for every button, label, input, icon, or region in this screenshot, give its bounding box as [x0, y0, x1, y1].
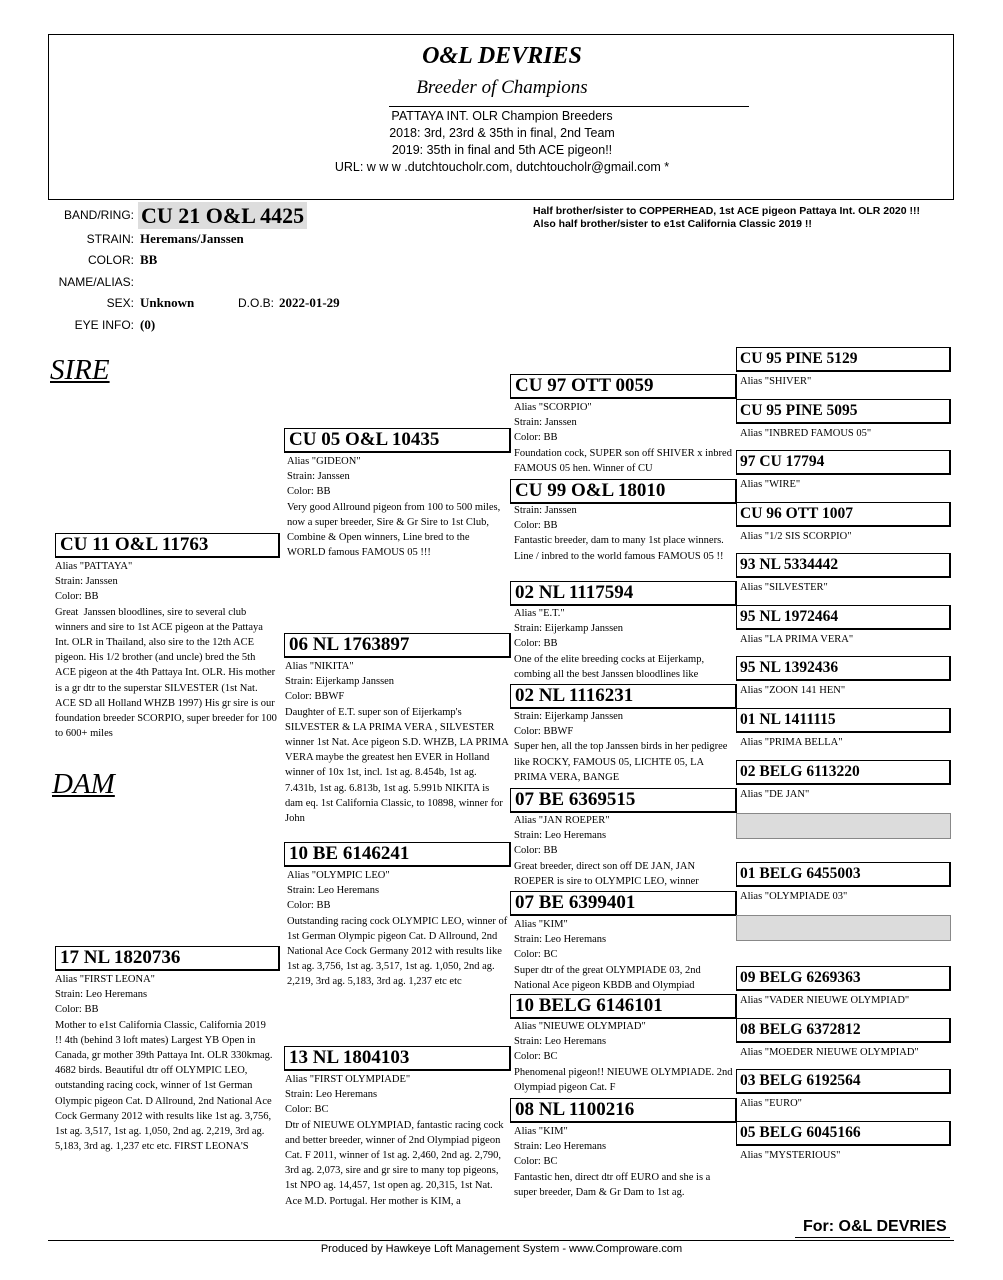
strain-label: STRAIN: — [86, 232, 134, 246]
header-line: 2019: 35th in final and 5th ACE pigeon!! — [391, 143, 613, 157]
gen3-band: 07 BE 6369515 — [515, 789, 636, 810]
gen3-info: Alias "SCORPIO" Strain: Janssen Color: BB Foundation cock, SUPER son off SHIVER x inbred FAMOUS 05 hen. Winner of CU — [514, 402, 732, 474]
gen4-band: 93 NL 5334442 — [740, 556, 839, 573]
gen4-band: 01 BELG 6455003 — [740, 865, 861, 882]
band-label: BAND/RING: — [63, 208, 134, 222]
name-label: NAME/ALIAS: — [58, 275, 134, 289]
gen4-band: CU 95 PINE 5095 — [740, 402, 858, 419]
dob-label: D.O.B: — [237, 296, 274, 310]
subject-color: BB — [140, 252, 158, 267]
gen3-band: 07 BE 6399401 — [515, 892, 636, 913]
produced-by: Produced by Hawkeye Loft Management System - www.Comproware.com — [320, 1243, 683, 1255]
gen2-band: 06 NL 1763897 — [289, 634, 410, 655]
for-owner: For: O&L DEVRIES — [803, 1218, 947, 1235]
gen4-alias: Alias "INBRED FAMOUS 05" — [740, 428, 872, 439]
gen4-alias: Alias "ZOON 141 HEN" — [740, 685, 846, 696]
gen4-alias: Alias "VADER NIEUWE OLYMPIAD" — [740, 995, 910, 1006]
gen2-band: CU 05 O&L 10435 — [289, 429, 440, 450]
gen4-band: 95 NL 1392436 — [740, 659, 839, 676]
gen4-alias: Alias "LA PRIMA VERA" — [740, 634, 854, 645]
breeder-tagline: Breeder of Champions — [416, 77, 588, 98]
gen4-alias: Alias "WIRE" — [740, 479, 801, 490]
gen3-info: Strain: Eijerkamp Janssen Color: BBWF Super hen, all the top Janssen birds in her pedigree like ROCKY, FAMOUS 05, LICHTE 05, LA PRIMA VERA, BANGE — [514, 711, 728, 783]
gen4-alias: Alias "SILVESTER" — [740, 582, 828, 593]
dam-band: 17 NL 1820736 — [60, 947, 181, 968]
gen4-band: 02 BELG 6113220 — [740, 763, 860, 780]
gen3-band: CU 97 OTT 0059 — [515, 375, 654, 396]
gen2-band: 10 BE 6146241 — [289, 843, 410, 864]
eye-label: EYE INFO: — [74, 318, 134, 332]
sire-band: CU 11 O&L 11763 — [60, 534, 209, 555]
gen4-band: 05 BELG 6045166 — [740, 1124, 861, 1141]
gen2-info: Alias "OLYMPIC LEO" Strain: Leo Heremans Color: BB Outstanding racing cock OLYMPIC LEO, winner of 1st German Olympic pigeon Cat. D Allround, 2nd National Ace Cock Germany 2012 with results like 1st ag. 3,756, 1st ag. 3,517, 1st ag. 1,050, 2nd ag. 2,219, 3rd ag. 5,183, 3rd ag. 1,237 etc etc — [287, 870, 508, 988]
sex-label: SEX: — [106, 296, 134, 310]
gen4-band: 09 BELG 6269363 — [740, 969, 861, 986]
gen4-band: 01 NL 1411115 — [740, 711, 836, 728]
gen3-info: Strain: Janssen Color: BB Fantastic breeder, dam to many 1st place winners. Line / inbred to the world famous FAMOUS 05 !! — [514, 505, 724, 562]
gen4-empty-box — [736, 915, 951, 941]
subject-eye: (0) — [140, 317, 156, 332]
for-divider — [795, 1237, 950, 1238]
gen3-info: Alias "E.T." Strain: Eijerkamp Janssen Color: BB One of the elite breeding cocks at Eijerkamp, combing all the best Janssen bloodlines like — [514, 608, 705, 680]
gen4-band: 08 BELG 6372812 — [740, 1021, 861, 1038]
gen2-info: Alias "NIKITA" Strain: Eijerkamp Janssen Color: BBWF Daughter of E.T. super son of Eijerkamp's SILVESTER & LA PRIMA VERA , SILVESTER winner 1st Nat. Ace pigeon S.D. WHZB, LA PRIMA VERA maybe the greatest hen EVER in Holland winner of 10x 1st, incl. 1st ag. 8.454b, 1st ag. 7.431b, 1st ag. 6.813b, 1st ag. 5.991b NIKITA is dam eq. 1st California Classic, to 10898, winner for John — [285, 661, 509, 825]
breeder-name: O&L DEVRIES — [422, 43, 582, 69]
subject-note: Half brother/sister to COPPERHEAD, 1st ACE pigeon Pattaya Int. OLR 2020 !!! Also half brother/sister to e1st California Classic 2019 !! — [533, 205, 921, 230]
gen4-alias: Alias "DE JAN" — [740, 789, 810, 800]
gen3-band: 10 BELG 6146101 — [515, 995, 663, 1016]
sire-heading: SIRE — [50, 354, 110, 386]
subject-dob: 2022-01-29 — [279, 295, 340, 310]
subject-band: CU 21 O&L 4425 — [138, 202, 307, 229]
dam-info: Alias "FIRST LEONA" Strain: Leo Heremans Color: BB Mother to e1st California Classic, California 2019 !! 4th (behind 3 loft mates) Largest YB Open in Canada, gr mother 39th Pattaya Int. OLR 330kmag. 4682 birds. Beautiful dtr off OLYMPIC LEO, outstanding racing cock, winner of 1st German Olympic pigeon Cat. D Allround, 2nd National Ace Cock Germany 2012 with results like 1st ag. 3,756, 1st ag. 3,517, 1st ag. 1,050, 2nd ag. 2,219, 3rd ag. 5,183, 3rd ag. 1,237 etc etc. FIRST LEONA'S — [55, 974, 273, 1153]
gen4-band: 95 NL 1972464 — [740, 608, 839, 625]
gen4-alias: Alias "MYSTERIOUS" — [740, 1150, 841, 1161]
gen3-info: Alias "KIM" Strain: Leo Heremans Color: BC Fantastic hen, direct dtr off EURO and she is a super breeder, Dam & Gr Dam to 1st ag. — [514, 1126, 711, 1198]
gen4-alias: Alias "SHIVER" — [740, 376, 812, 387]
gen3-band: 02 NL 1117594 — [515, 582, 634, 603]
gen4-band: CU 95 PINE 5129 — [740, 350, 858, 367]
footer-divider — [48, 1240, 954, 1241]
gen4-empty-box — [736, 813, 951, 839]
gen4-alias: Alias "MOEDER NIEUWE OLYMPIAD" — [740, 1047, 919, 1058]
gen3-band: 08 NL 1100216 — [515, 1099, 635, 1120]
header-box — [48, 34, 954, 200]
gen4-band: CU 96 OTT 1007 — [740, 505, 853, 522]
header-line: PATTAYA INT. OLR Champion Breeders — [391, 109, 613, 123]
dam-heading: DAM — [52, 768, 115, 800]
gen4-alias: Alias "1/2 SIS SCORPIO" — [740, 531, 852, 542]
subject-strain: Heremans/Janssen — [140, 231, 244, 246]
gen2-info: Alias "GIDEON" Strain: Janssen Color: BB Very good Allround pigeon from 100 to 500 miles, now a super breeder, Sire & Gr Sire to 1st Club, Combine & Open winners, Line bred to the WORLD famous FAMOUS 05 !!! — [287, 456, 501, 559]
gen2-band: 13 NL 1804103 — [289, 1047, 410, 1068]
gen3-band: CU 99 O&L 18010 — [515, 480, 666, 501]
subject-sex: Unknown — [140, 295, 195, 310]
gen4-band: 97 CU 17794 — [740, 453, 825, 470]
color-label: COLOR: — [87, 253, 134, 267]
gen4-alias: Alias "PRIMA BELLA" — [740, 737, 843, 748]
header-line: 2018: 3rd, 23rd & 35th in final, 2nd Team — [389, 126, 615, 140]
gen3-info: Alias "KIM" Strain: Leo Heremans Color: BC Super dtr of the great OLYMPIADE 03, 2nd National Ace pigeon KBDB and Olympiad — [514, 919, 701, 991]
header-divider — [389, 106, 749, 107]
gen3-info: Alias "NIEUWE OLYMPIAD" Strain: Leo Heremans Color: BC Phenomenal pigeon!! NIEUWE OLYMPIADE. 2nd Olympiad pigeon Cat. F — [514, 1021, 733, 1093]
gen4-alias: Alias "EURO" — [740, 1098, 802, 1109]
gen4-band: 03 BELG 6192564 — [740, 1072, 861, 1089]
sire-info: Alias "PATTAYA" Strain: Janssen Color: BB Great Janssen bloodlines, sire to several club winners and sire to 1st ACE pigeon at the Pattaya Int. OLR in Thailand, also sire to the 12th ACE pigeon. His 1/2 brother (and uncle) bred the 5th ACE pigeon at the 4th Pattaya Int. OLR. His mother is a gr dtr to the superstar SILVESTER (1st Nat. ACE SD all Holland WHZB 1997) His gr sire is our foundation breeder SCORPIO, super breeder for 100 to 600+ miles — [55, 561, 277, 740]
header-url-line: URL: w w w .dutchtoucholr.com, dutchtoucholr@gmail.com * — [334, 160, 670, 174]
gen2-info: Alias "FIRST OLYMPIADE" Strain: Leo Heremans Color: BC Dtr of NIEUWE OLYMPIAD, fantastic racing cock and better breeder, winner of 2nd Olympiad pigeon Cat. F 2011, winner of 1st ag. 2,460, 2nd ag. 2,790, 3rd ag. 2,073, sire and gr sire to many top pigeons, 1st NPO ag. 14,457, 1st open ag. 20,315, 1st Nat. Ace M.D. Portugal. Her mother is KIM, a — [285, 1074, 504, 1207]
gen3-info: Alias "JAN ROEPER" Strain: Leo Heremans Color: BB Great breeder, direct son off DE JAN, JAN ROEPER is sire to OLYMPIC LEO, winner — [514, 815, 699, 887]
gen4-alias: Alias "OLYMPIADE 03" — [740, 891, 848, 902]
gen3-band: 02 NL 1116231 — [515, 685, 634, 706]
